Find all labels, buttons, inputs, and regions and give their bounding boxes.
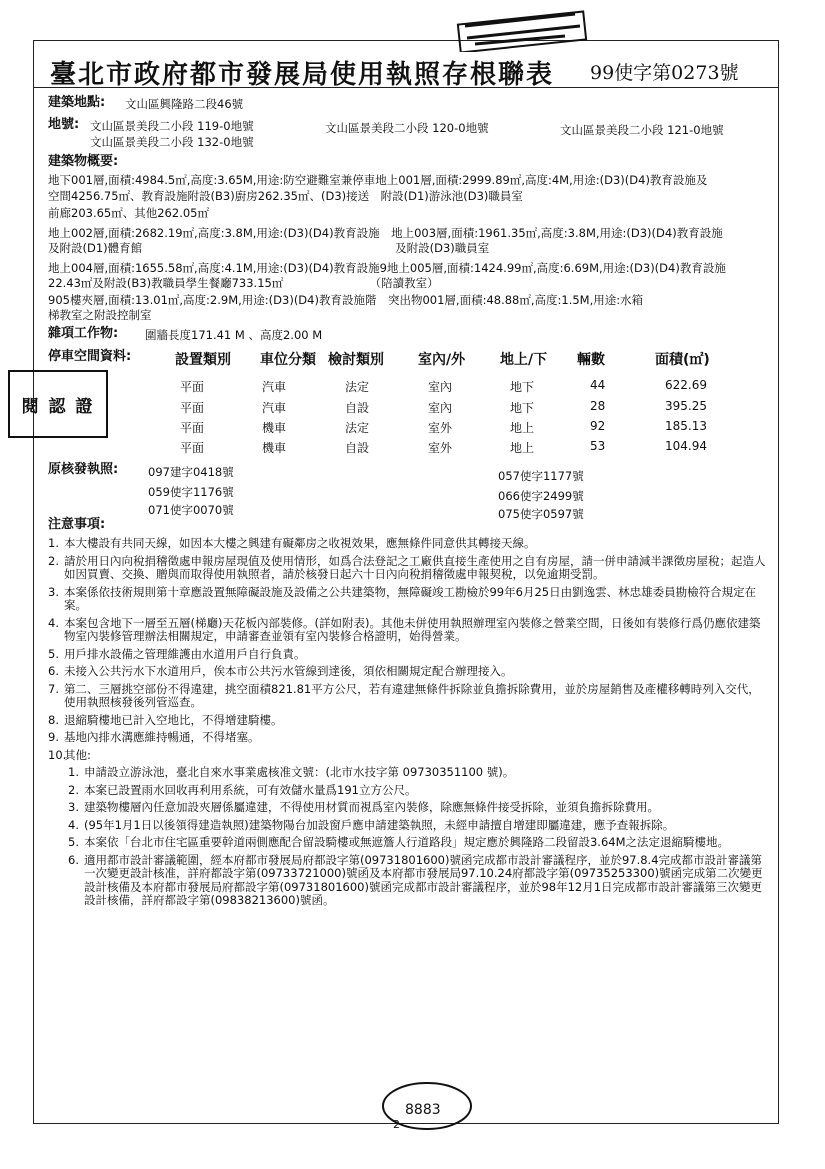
parking-cell: 28	[590, 399, 606, 413]
parking-header: 室內/外	[418, 352, 466, 368]
parking-cell: 機車	[262, 421, 287, 435]
notes-label: 注意事項:	[48, 517, 106, 532]
parking-cell: 92	[590, 419, 606, 433]
parking-cell: 平面	[180, 441, 205, 455]
parking-cell: 104.94	[665, 439, 707, 453]
parking-cell: 自設	[345, 401, 370, 415]
sub-note-number: 6.	[68, 852, 79, 867]
parking-cell: 室內	[428, 380, 453, 394]
parking-cell: 室外	[428, 421, 453, 435]
misc-work-label: 雜項工作物:	[48, 326, 119, 341]
parking-cell: 法定	[345, 421, 370, 435]
address-value: 文山區興隆路二段46號	[125, 97, 244, 111]
sub-note-number: 4.	[68, 817, 79, 832]
sub-note-item	[44, 784, 766, 798]
lot-item: 文山區景美段二小段 121-0地號	[560, 123, 724, 137]
note-item	[44, 648, 766, 662]
note-item	[44, 555, 766, 582]
parking-cell: 法定	[345, 380, 370, 394]
parking-cell: 汽車	[262, 380, 287, 394]
note-item	[44, 586, 766, 613]
sub-note-number: 3.	[68, 800, 79, 814]
parking-cell: 機車	[262, 441, 287, 455]
parking-cell: 汽車	[262, 401, 287, 415]
lot-label: 地號:	[48, 117, 80, 132]
note-item	[44, 617, 766, 644]
note-item	[44, 537, 766, 551]
parking-header: 車位分類	[260, 352, 316, 368]
overview-line: 及附設(D1)體育館 及附設(D3)職員室	[48, 241, 490, 255]
overview-line: 梯教室之附設控制室	[48, 308, 152, 322]
note-text: 請於用日內向稅捐稽徵處申報房屋現值及使用情形，如爲合法登記之工廠供直接生產使用之自有房屋，請一併申請減半課徵房屋稅；起造人如因買賣、交換、贈與而取得使用執照者，請於核發日起六十日內向稅捐稽徵處申報契稅，以免逾期受罰。	[64, 553, 766, 581]
note-item	[44, 714, 766, 728]
orig-permit-item: 066使字2499號	[498, 489, 584, 503]
note-text: 退縮騎樓地已計入空地比，不得增建騎樓。	[64, 712, 283, 727]
parking-header: 檢討類別	[328, 352, 384, 368]
note-number: 6.	[48, 664, 59, 678]
note-number: 10.	[48, 747, 67, 762]
sub-note-item	[44, 801, 766, 815]
parking-header: 面積(㎡)	[655, 352, 710, 368]
parking-cell: 44	[590, 378, 606, 392]
parking-cell: 平面	[180, 401, 205, 415]
page-number: 2	[393, 1118, 400, 1131]
overview-line: 地上002層,面積:2682.19㎡,高度:3.8M,用途:(D3)(D4)教育設施 地上003層,面積:1961.35㎡,高度:3.8M,用途:(D3)(D4)教育設施	[48, 226, 723, 240]
sub-note-item	[44, 836, 766, 850]
sub-note-text: 申請設立游泳池，臺北自來水事業處核准文號：(北市水技字第 09730351100 號)。	[84, 765, 515, 779]
parking-cell: 地上	[510, 441, 535, 455]
orig-permit-item: 059使字1176號	[148, 485, 234, 499]
parking-cell: 平面	[180, 380, 205, 394]
misc-work-value: 圍牆長度171.41 M 、高度2.00 M	[145, 328, 323, 342]
note-text: 本案係依技術規則第十章應設置無障礙設施及設備之公共建築物，無障礙竣工勘檢於99年6月25日由劉逸雲、林忠雄委員勘檢符合規定在案。	[64, 584, 757, 612]
overview-line: 地上004層,面積:1655.58㎡,高度:4.1M,用途:(D3)(D4)教育設施9地上005層,面積:1424.99㎡,高度:6.69M,用途:(D3)(D4)教育設施	[48, 261, 726, 275]
note-item	[44, 731, 766, 745]
parking-cell: 395.25	[665, 399, 707, 413]
parking-header: 設置類別	[175, 352, 231, 368]
parking-header: 地上/下	[500, 352, 548, 368]
overview-label: 建築物概要:	[48, 154, 119, 169]
sub-note-text: 本案已設置雨水回收再利用系統，可有效儲水量爲191立方公尺。	[84, 782, 417, 797]
note-number: 4.	[48, 615, 59, 630]
lot-item: 文山區景美段二小段 132-0地號	[90, 135, 254, 149]
sub-note-item	[44, 854, 766, 908]
note-text: 基地內排水溝應維持暢通，不得堵塞。	[64, 730, 260, 744]
overview-line: 前廊203.65㎡、其他262.05㎡	[48, 206, 209, 220]
note-text: 本大樓設有共同天線，如因本大樓之興建有礙鄰房之收視效果，應無條件同意供其轉接天線。	[64, 536, 536, 550]
parking-header: 輛數	[577, 352, 605, 368]
permit-number: 99使字第0273號	[590, 62, 739, 84]
parking-cell: 室外	[428, 441, 453, 455]
notes-list	[44, 537, 766, 912]
note-item	[44, 665, 766, 679]
orig-permit-item: 071使字0070號	[148, 503, 234, 517]
overview-line: 地下001層,面積:4984.5㎡,高度:3.65M,用途:防空避難室兼停車地上001層,面積:2999.89㎡,高度:4M,用途:(D3)(D4)教育設施及	[48, 173, 708, 187]
sub-note-text: 建築物樓層內任意加設夾層係屬違建，不得使用材質而視爲室內裝修，除應無條件接受拆除，並須負擔拆除費用。	[84, 800, 659, 814]
note-text: 未接入公共污水下水道用戶，俟本市公共污水管線到達後，須依相關規定配合辦理接入。	[64, 664, 513, 678]
lot-item: 文山區景美段二小段 120-0地號	[325, 121, 489, 135]
sub-note-text: 本案依「台北市住宅區重要幹道兩側應配合留設騎樓或無遮簷人行道路段」規定應於興隆路二段留設3.64M之法定退縮騎樓地。	[84, 835, 730, 849]
parking-cell: 622.69	[665, 378, 707, 392]
parking-cell: 自設	[345, 441, 370, 455]
note-number: 1.	[48, 536, 59, 550]
parking-cell: 53	[590, 439, 606, 453]
note-number: 5.	[48, 646, 59, 661]
note-number: 9.	[48, 730, 59, 744]
document-title: 臺北市政府都市發展局使用執照存根聯表	[50, 60, 555, 90]
parking-cell: 室內	[428, 401, 453, 415]
note-text: 其他:	[64, 747, 91, 762]
address-label: 建築地點:	[48, 95, 106, 110]
sub-note-text: 適用都市設計審議範圍，經本府都市發展局府都設字第(09731801600)號函完成都市設計審議程序，並於97.8.4完成都市設計審議第一次變更設計核准，詳府都設字第(09733721000)號函及本府都市發展局97.10.24府都設字第(09735253300)號函完成第二次變更設計核備及本府都市發展局府都設字第(09731801600)號函完成都市設計審議程序，並於98年12月1日完成都市設計審議第三次變更設計核備，詳府都設字第(09838213600)號函。	[84, 852, 763, 907]
parking-cell: 地上	[510, 421, 535, 435]
parking-cell: 地下	[510, 401, 535, 415]
overview-line: 22.43㎡及附設(B3)教職員學生餐廳733.15㎡ （陪讀教室）	[48, 276, 439, 290]
sub-note-item	[44, 819, 766, 833]
parking-cell: 地下	[510, 380, 535, 394]
orig-permits-label: 原核發執照:	[48, 462, 119, 477]
top-stamp-icon	[455, 8, 590, 52]
orig-permit-item: 075使字0597號	[498, 507, 584, 521]
note-number: 7.	[48, 681, 59, 696]
overview-line: 空間4256.75㎡、教育設施附設(B3)廚房262.35㎡、(D3)接送 附設(D1)游泳池(D3)職員室	[48, 189, 523, 203]
note-number: 2.	[48, 553, 59, 568]
note-text: 用戶排水設備之管理維護由水道用戶自行負責。	[64, 646, 306, 661]
sub-note-text: (95年1月1日以後領得建造執照)建築物陽台加設窗戶應申請建築執照，未經申請擅自增建即屬違建，應予查報拆除。	[84, 817, 675, 832]
sub-note-number: 1.	[68, 765, 79, 779]
note-number: 8.	[48, 712, 59, 727]
left-seal-stamp: 閱 認 證	[8, 370, 108, 438]
note-item	[44, 749, 766, 763]
overview-line: 905樓夾層,面積:13.01㎡,高度:2.9M,用途:(D3)(D4)教育設施階 突出物001層,面積:48.88㎡,高度:1.5M,用途:水箱	[48, 293, 644, 307]
orig-permit-item: 097建字0418號	[148, 465, 234, 479]
parking-label: 停車空間資料:	[48, 349, 132, 364]
note-item	[44, 683, 766, 710]
parking-cell: 平面	[180, 421, 205, 435]
sub-note-number: 5.	[68, 835, 79, 849]
note-number: 3.	[48, 584, 59, 599]
lot-item: 文山區景美段二小段 119-0地號	[90, 119, 254, 133]
note-text: 第二、三層挑空部份不得違建，挑空面積821.81平方公尺，若有違建無條件拆除並負擔拆除費用，並於房屋銷售及產權移轉時列入交代，使用執照核發後列管巡查。	[64, 681, 760, 709]
sub-note-number: 2.	[68, 782, 79, 797]
svg-text:8883: 8883	[405, 1102, 441, 1118]
orig-permit-item: 057使字1177號	[498, 469, 584, 483]
parking-cell: 185.13	[665, 419, 707, 433]
note-text: 本案包含地下一層至五層(梯廳)天花板內部裝修。(詳如附表)。其他未併使用執照辦理室內裝修之營業空間，日後如有裝修行爲仍應依建築物室內裝修管理辦法相關規定，申請審查並領有室內裝修合格證明，始得營業。	[64, 615, 761, 643]
sub-note-item	[44, 766, 766, 780]
